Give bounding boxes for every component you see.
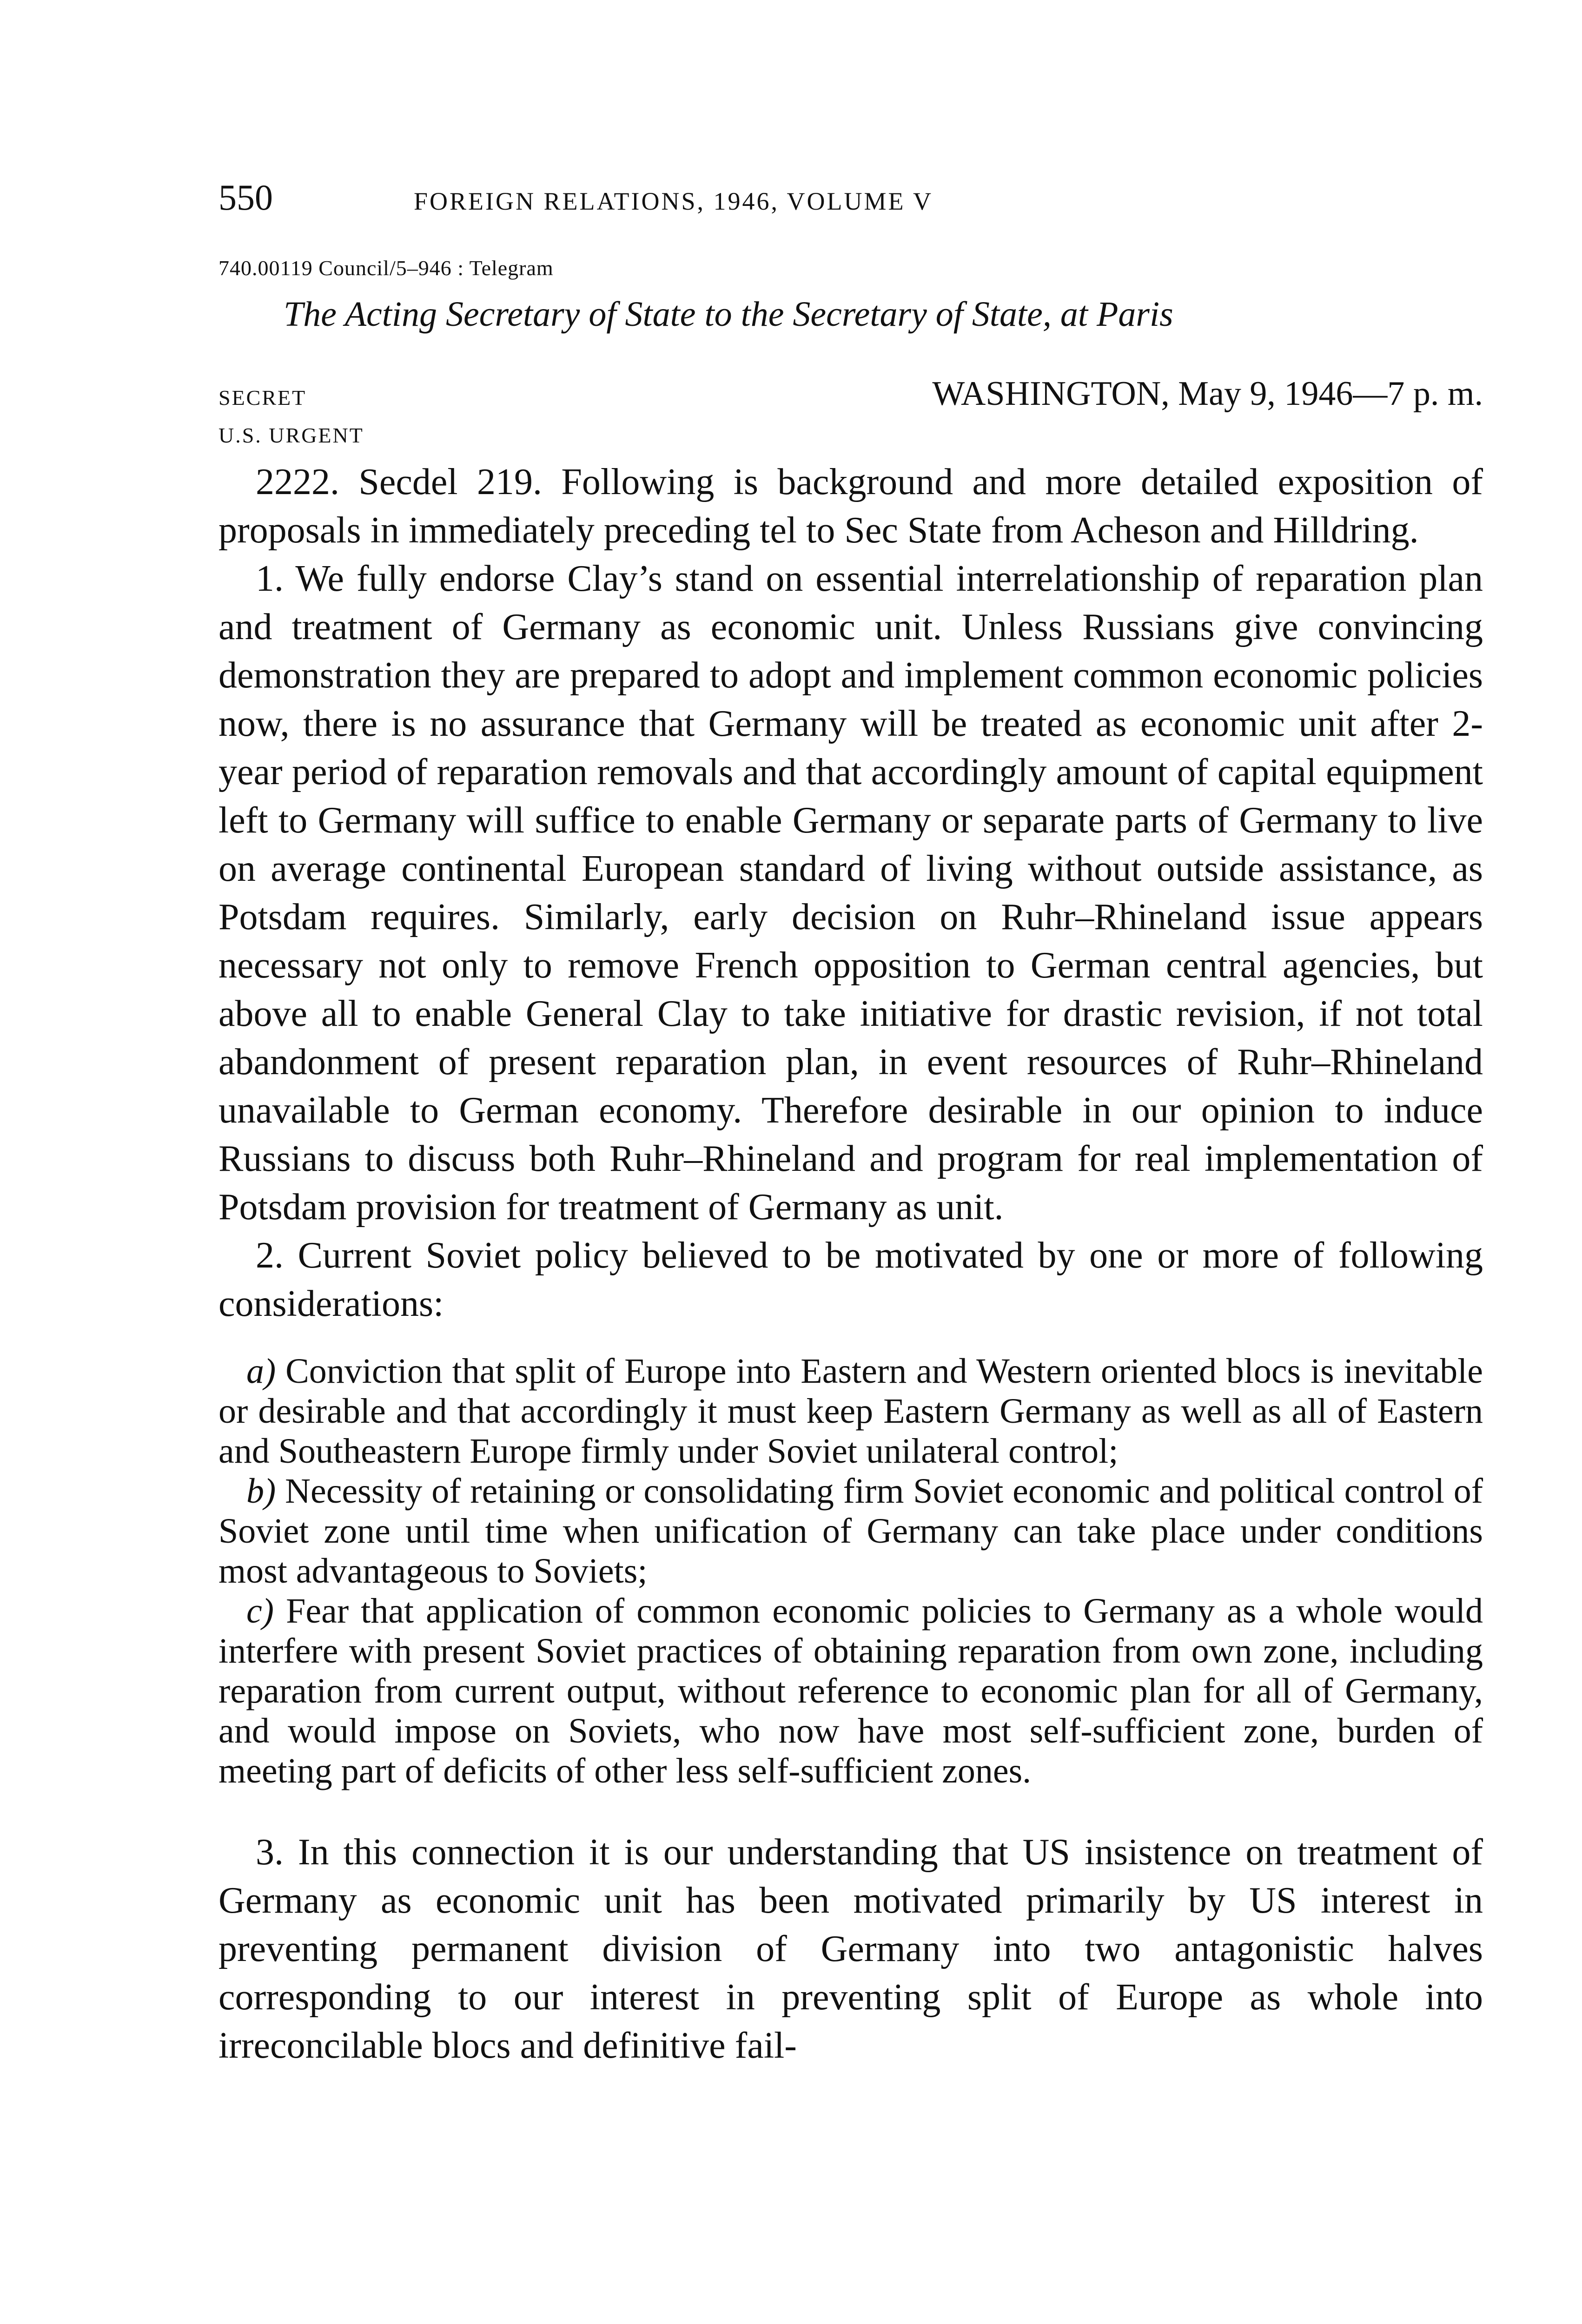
document-title: The Acting Secretary of State to the Secretary of State, at Paris (284, 295, 1173, 334)
paragraph-1: 1. We fully endorse Clay’s stand on essential interrelationship of reparation plan and treatment of Germany as economic unit. Unless Russians give convincing demonstration they are prepared to adopt and implement common economic policies now, there is no assurance that Germany will be treated as economic unit after 2-year period of reparation removals and that accordingly amount of capital equipment left to Germany will suffice to enable Germany or separate parts of Germany to live on average continental European standard of living without outside assistance, as Potsdam requires. Similarly, early decision on Ruhr–Rhineland issue appears necessary not only to remove French opposition to German central agencies, but above all to enable General Clay to take initiative for drastic revision, if not total abandonment of present reparation plan, in event resources of Ruhr–Rhineland unavailable to German economy. Therefore desirable in our opinion to induce Russians to discuss both Ruhr–Rhineland and program for real implementation of Potsdam provision for treatment of Germany as unit. (218, 558, 1483, 1228)
paragraph-3: 3. In this connection it is our understanding that US insistence on treatment of Germany as economic unit has been motivated primarily by US interest in preventing permanent division of Germany into two antagonistic halves corresponding to our interest in preventing split of Europe as whole into irreconcilable blocs and definitive fail- (218, 1832, 1483, 2066)
item-label: c) (246, 1591, 274, 1631)
item-label: a) (246, 1352, 276, 1391)
paragraph-2: 2. Current Soviet policy believed to be motivated by one or more of following considerations: (218, 1235, 1483, 1324)
item-text: Fear that application of common economic policies to Germany as a whole would interfere with present Soviet practices of obtaining reparation from own zone, including reparation from current output, without reference to economic plan for all of Germany, and would impose on Soviets, who now have most self-sufficient zone, burden of meeting part of deficits of other less self-sufficient zones. (218, 1591, 1483, 1790)
considerations-list (218, 1351, 1483, 1791)
classification-label: SECRET (218, 386, 307, 409)
list-item (218, 1471, 1483, 1591)
telegram-body (218, 458, 1483, 2070)
dateline-row (218, 374, 1483, 414)
list-item (218, 1591, 1483, 1791)
urgency-label: U.S. URGENT (218, 423, 364, 447)
item-text: Conviction that split of Europe into Eastern and Western oriented blocs is inevitable or desirable and that accordingly it must keep Eastern Germany as well as all of Eastern and Southeastern Europe firmly under Soviet unilateral control; (218, 1352, 1483, 1471)
page-number: 550 (218, 177, 273, 218)
item-text: Necessity of retaining or consolidating firm Soviet economic and political control of Soviet zone until time when unification of Germany can take place under conditions most advantageous to Soviets; (218, 1472, 1483, 1591)
running-title: FOREIGN RELATIONS, 1946, VOLUME V (414, 187, 933, 215)
document-page (218, 177, 1483, 2070)
item-label: b) (246, 1472, 276, 1511)
file-reference: 740.00119 Council/5–946 : Telegram (218, 256, 554, 280)
dateline: WASHINGTON, May 9, 1946—7 p. m. (932, 375, 1483, 413)
page-header (218, 177, 1483, 228)
paragraph-intro: 2222. Secdel 219. Following is background and more detailed exposition of proposals in immediately preceding tel to Sec State from Acheson and Hilldring. (218, 462, 1483, 551)
list-item (218, 1351, 1483, 1471)
